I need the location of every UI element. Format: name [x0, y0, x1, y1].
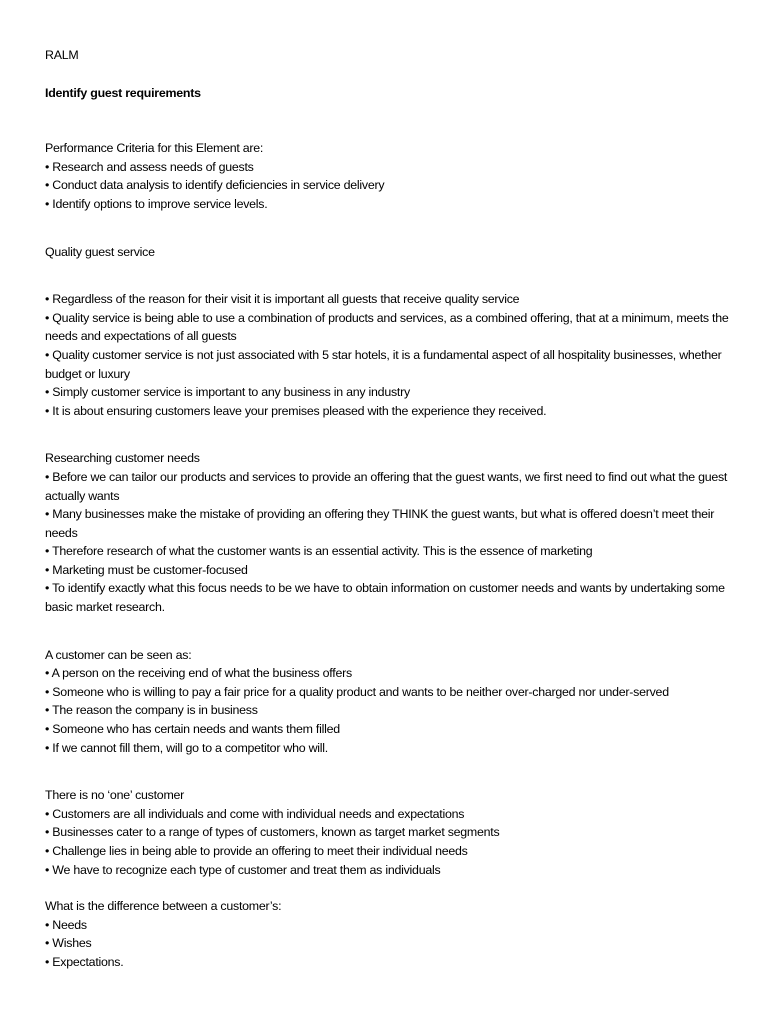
section-heading-researching-customer-needs: Researching customer needs — [45, 451, 200, 466]
list-item — [45, 861, 735, 880]
bullet-glyph: • — [45, 825, 50, 840]
bullet-glyph: • — [45, 917, 50, 932]
list-item — [45, 664, 735, 683]
bullet-glyph: • — [45, 684, 50, 699]
list-item — [45, 739, 735, 758]
list-item — [45, 916, 735, 935]
bullet-glyph: • — [45, 292, 50, 307]
list-item-text: Research and assess needs of guests — [52, 159, 254, 174]
bullet-glyph: • — [45, 310, 50, 325]
bullet-glyph: • — [45, 178, 50, 193]
bullet-glyph: • — [45, 740, 50, 755]
list-item-text: Marketing must be customer-focused — [52, 562, 248, 577]
no-one-customer-list — [45, 805, 735, 879]
list-item-text: Businesses cater to a range of types of customers, known as target market segments — [52, 825, 500, 840]
list-item-text: If we cannot fill them, will go to a competitor who will. — [52, 740, 328, 755]
list-item-text: Many businesses make the mistake of providing an offering they THINK the guest wants, but what is offered doesn’t meet their needs — [45, 507, 715, 540]
list-item-text: Challenge lies in being able to provide an offering to meet their individual needs — [52, 844, 468, 858]
list-item — [45, 290, 735, 309]
bullet-glyph: • — [45, 581, 50, 596]
section-heading-performance-criteria: Performance Criteria for this Element are: — [45, 141, 264, 156]
list-item — [45, 842, 735, 861]
section-heading-quality-guest-service: Quality guest service — [45, 244, 155, 259]
performance-criteria-list — [45, 158, 735, 214]
section-heading-customer-seen-as: A customer can be seen as: — [45, 647, 192, 662]
bullet-glyph: • — [45, 806, 50, 821]
bullet-glyph: • — [45, 722, 50, 737]
bullet-glyph: • — [45, 196, 50, 211]
bullet-glyph: • — [45, 954, 50, 969]
list-item-text: The reason the company is in business — [52, 703, 258, 718]
list-item-text: Identify options to improve service levels. — [52, 196, 268, 211]
list-item-text: A person on the receiving end of what the business offers — [51, 666, 352, 681]
list-item-text: Someone who has certain needs and wants them filled — [52, 722, 340, 737]
bullet-glyph: • — [45, 469, 50, 484]
list-item — [45, 579, 735, 616]
bullet-glyph: • — [45, 385, 50, 400]
list-item — [45, 505, 735, 542]
list-item — [45, 720, 735, 739]
bullet-glyph: • — [45, 666, 50, 681]
element-heading: Identify guest requirements — [45, 85, 201, 100]
list-item — [45, 158, 735, 177]
list-item — [45, 346, 735, 383]
list-item — [45, 468, 735, 505]
bullet-glyph: • — [45, 159, 50, 174]
document-page — [45, 46, 735, 972]
customer-difference-list — [45, 916, 735, 972]
bullet-glyph: • — [45, 936, 50, 951]
list-item — [45, 195, 735, 214]
bullet-glyph: • — [45, 507, 50, 522]
list-item-text: Conduct data analysis to identify deficiencies in service delivery — [52, 178, 385, 193]
list-item — [45, 542, 735, 561]
list-item-text: Regardless of the reason for their visit it is important all guests that receive quality service — [52, 292, 520, 307]
list-item — [45, 176, 735, 195]
list-item-text: Before we can tailor our products and services to provide an offering that the guest wants, we first need to find out what the guest actually wants — [45, 469, 728, 503]
section-heading-customer-difference: What is the difference between a customer’s: — [45, 899, 282, 914]
list-item — [45, 402, 735, 421]
list-item-text: Wishes — [52, 936, 92, 951]
list-item-text: It is about ensuring customers leave your premises pleased with the experience they received. — [52, 403, 547, 418]
list-item — [45, 805, 735, 824]
list-item — [45, 561, 735, 580]
bullet-glyph: • — [45, 862, 50, 877]
customer-seen-as-list — [45, 664, 735, 757]
list-item — [45, 701, 735, 720]
researching-needs-list — [45, 468, 735, 617]
list-item-text: To identify exactly what this focus needs to be we have to obtain information on customer needs and wants by undertaking some basic market research. — [45, 581, 725, 615]
list-item-text: Needs — [52, 917, 87, 932]
list-item-text: We have to recognize each type of customer and treat them as individuals — [52, 862, 441, 877]
list-item — [45, 953, 735, 972]
list-item — [45, 309, 735, 346]
quality-service-list — [45, 290, 735, 420]
bullet-glyph: • — [45, 403, 50, 418]
list-item — [45, 383, 735, 402]
list-item — [45, 683, 735, 702]
list-item — [45, 934, 735, 953]
list-item-text: Someone who is willing to pay a fair price for a quality product and wants to be neither over-charged nor under-served — [52, 684, 669, 699]
document-title: RALM — [45, 48, 79, 62]
list-item-text: Customers are all individuals and come with individual needs and expectations — [52, 806, 465, 821]
bullet-glyph: • — [45, 562, 50, 577]
list-item-text: Therefore research of what the customer wants is an essential activity. This is the essence of marketing — [52, 544, 593, 559]
list-item-text: Quality customer service is not just associated with 5 star hotels, it is a fundamental aspect of all hospitality businesses, whether budget or luxury — [45, 347, 722, 381]
bullet-glyph: • — [45, 703, 50, 718]
bullet-glyph: • — [45, 347, 50, 362]
list-item-text: Simply customer service is important to any business in any industry — [52, 385, 410, 400]
bullet-glyph: • — [45, 844, 50, 858]
section-heading-no-one-customer: There is no ‘one’ customer — [45, 788, 185, 803]
bullet-glyph: • — [45, 544, 50, 559]
list-item-text: Expectations. — [52, 954, 124, 969]
list-item — [45, 823, 735, 842]
list-item-text: Quality service is being able to use a combination of products and services, as a combined offering, that at a minimum, meets the needs and expectations of all guests — [45, 310, 729, 344]
